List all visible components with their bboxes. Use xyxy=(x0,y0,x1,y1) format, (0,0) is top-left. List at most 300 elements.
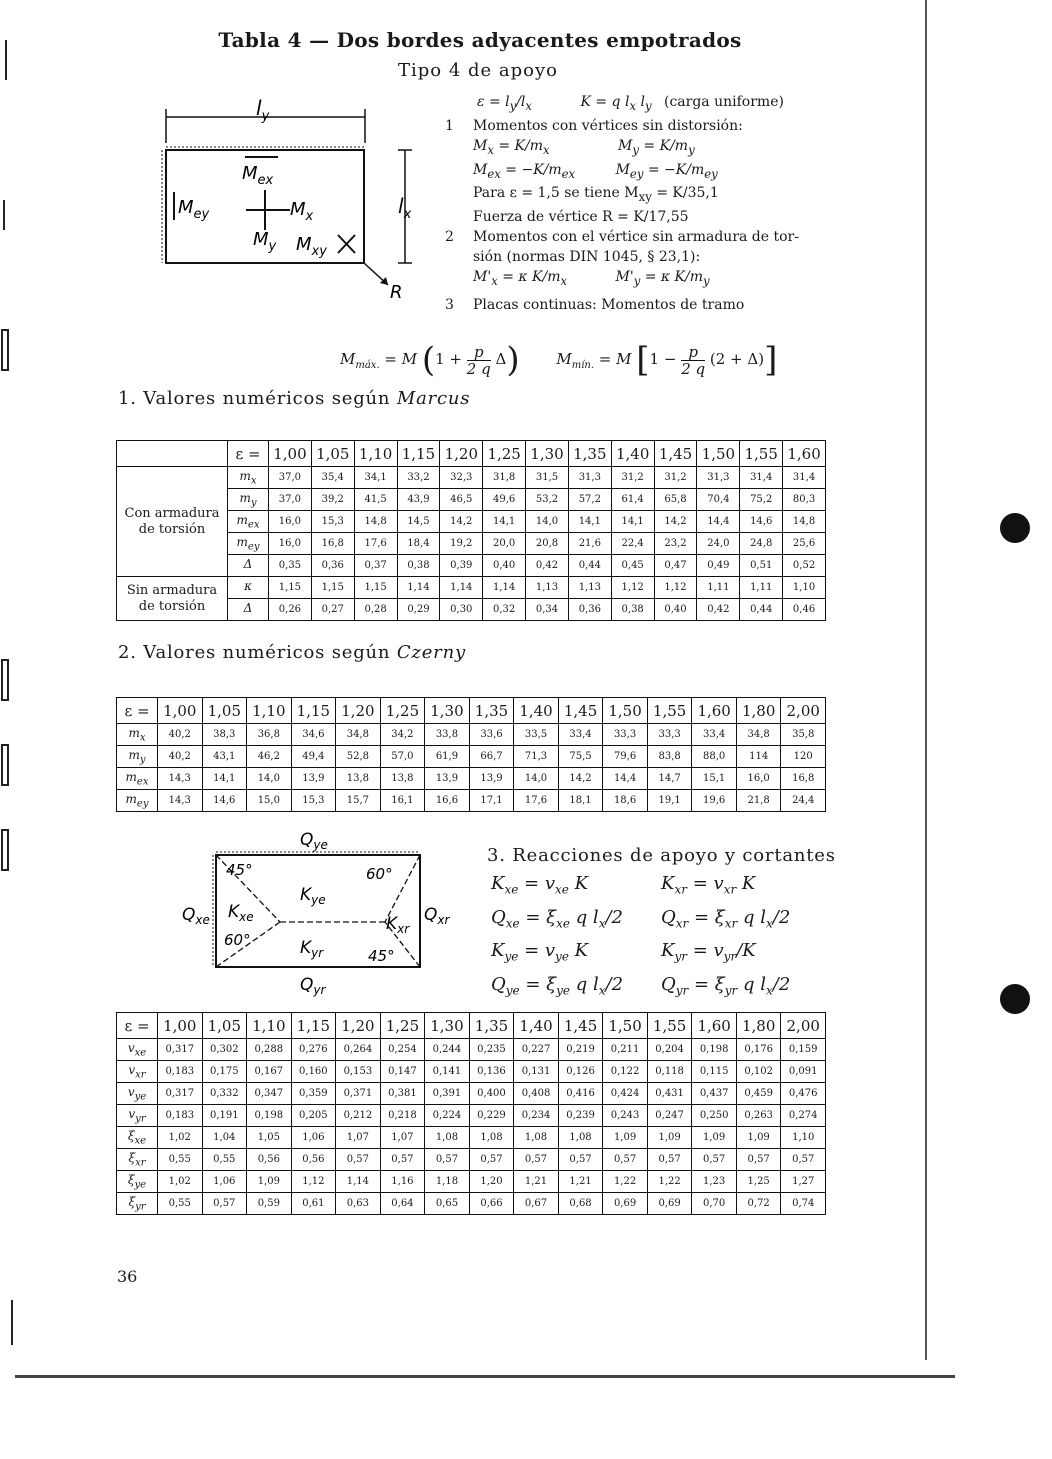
table-cell: 31,4 xyxy=(740,467,783,489)
table-cell: 0,115 xyxy=(692,1061,737,1083)
table-cell: 0,317 xyxy=(158,1083,203,1105)
table-cell: 0,153 xyxy=(336,1061,381,1083)
table-cell: 0,57 xyxy=(692,1149,737,1171)
section-3-block xyxy=(487,842,836,1004)
table-header-row xyxy=(117,1013,826,1039)
row-label-symbol: ξ xyxy=(127,1128,135,1143)
table-cell: 14,1 xyxy=(202,768,247,790)
table-cell: 0,183 xyxy=(158,1061,203,1083)
table-cell: 14,3 xyxy=(158,790,203,812)
table-cell: 13,9 xyxy=(291,768,336,790)
table-cell: 39,2 xyxy=(311,489,354,511)
table-cell: 0,227 xyxy=(514,1039,559,1061)
table-cell: 0,476 xyxy=(781,1083,826,1105)
table-cell: 0,30 xyxy=(440,599,483,621)
table-cell: 1,13 xyxy=(526,577,569,599)
table-cell: 37,0 xyxy=(269,489,312,511)
table-cell: 1,10 xyxy=(781,1127,826,1149)
equation-subscript: ye xyxy=(505,983,520,998)
table-cell: 0,57 xyxy=(603,1149,648,1171)
row-label-symbol: m xyxy=(236,534,248,549)
table-cell: 0,416 xyxy=(558,1083,603,1105)
table-row xyxy=(117,724,826,746)
table-cell: 1,08 xyxy=(558,1127,603,1149)
table-row xyxy=(117,1171,826,1193)
table-cell: 18,6 xyxy=(603,790,648,812)
equation-part: Q xyxy=(661,906,676,928)
table-cell: 0,235 xyxy=(469,1039,514,1061)
table-cell: 0,183 xyxy=(158,1105,203,1127)
table-cell: 0,38 xyxy=(397,555,440,577)
table-cell: 0,69 xyxy=(647,1193,692,1215)
table-cell: 0,204 xyxy=(647,1039,692,1061)
equation-subscript: xr xyxy=(674,882,687,897)
equation-subscript: ye xyxy=(504,949,519,964)
table-cell: 0,274 xyxy=(781,1105,826,1127)
table-cell: 0,64 xyxy=(380,1193,425,1215)
header-eps-value: 1,00 xyxy=(269,441,312,467)
equation-part: /K xyxy=(736,940,756,962)
header-eps-value: 1,80 xyxy=(736,698,781,724)
table-cell: 0,45 xyxy=(611,555,654,577)
table-row xyxy=(117,577,826,599)
table-cell: 13,9 xyxy=(425,768,470,790)
header-eps-value: 1,05 xyxy=(202,1013,247,1039)
table-cell: 31,8 xyxy=(483,467,526,489)
label-Kyr: $K_{yr}$ xyxy=(300,938,324,960)
table-cell: 0,40 xyxy=(483,555,526,577)
row-label xyxy=(228,533,269,555)
table-cell: 14,0 xyxy=(514,768,559,790)
equation-subscript: xr xyxy=(723,882,737,897)
table-cell: 0,26 xyxy=(269,599,312,621)
table-cell: 0,224 xyxy=(425,1105,470,1127)
label-lx: $l_x$ xyxy=(398,194,412,222)
table-cell: 14,1 xyxy=(611,511,654,533)
table-cell: 1,09 xyxy=(647,1127,692,1149)
row-label-subscript: yr xyxy=(135,1113,146,1125)
row-label-subscript: xr xyxy=(135,1157,146,1169)
table-cell: 1,10 xyxy=(783,577,826,599)
table-cell: 0,69 xyxy=(603,1193,648,1215)
table-cell: 0,57 xyxy=(336,1149,381,1171)
table-cell: 0,74 xyxy=(781,1193,826,1215)
table-cell: 66,7 xyxy=(469,746,514,768)
table-cell: 120 xyxy=(781,746,826,768)
table-cell: 0,57 xyxy=(514,1149,559,1171)
row-label xyxy=(117,768,158,790)
equation-part: = v xyxy=(518,873,556,894)
table-cell: 0,211 xyxy=(603,1039,648,1061)
equation-subscript: x xyxy=(598,983,606,998)
table-cell: 57,0 xyxy=(380,746,425,768)
table-cell: 1,22 xyxy=(603,1171,648,1193)
equation-subscript: ye xyxy=(556,983,570,998)
formula-eps-K: $\varepsilon = l_y/l_x$ K = q $l_x$ $l_y$ (carga uniforme) xyxy=(477,94,784,113)
table-cell: 0,391 xyxy=(425,1083,470,1105)
table-cell: 0,288 xyxy=(247,1039,292,1061)
table-cell: 79,6 xyxy=(603,746,648,768)
table-cell: 70,4 xyxy=(697,489,740,511)
header-eps-value: 1,15 xyxy=(291,698,336,724)
row-label xyxy=(117,1149,158,1171)
table-cell: 0,66 xyxy=(469,1193,514,1215)
row-label-symbol: m xyxy=(128,725,140,740)
table-cell: 40,2 xyxy=(158,724,203,746)
table-cell: 1,07 xyxy=(380,1127,425,1149)
page-title: Tabla 4 — Dos bordes adyacentes empotrados xyxy=(218,28,742,52)
table-cell: 16,6 xyxy=(425,790,470,812)
table-cell: 1,08 xyxy=(514,1127,559,1149)
table-cell: 18,4 xyxy=(397,533,440,555)
equation-subscript: xe xyxy=(504,882,519,897)
table-cell: 1,18 xyxy=(425,1171,470,1193)
table-cell: 0,57 xyxy=(380,1149,425,1171)
table-cell: 0,141 xyxy=(425,1061,470,1083)
table-cell: 0,27 xyxy=(311,599,354,621)
table-cell: 1,13 xyxy=(568,577,611,599)
table-cell: 1,14 xyxy=(440,577,483,599)
group-label-without-torsion: Sin armadura de torsión xyxy=(117,577,228,621)
row-label xyxy=(117,746,158,768)
table-cell: 1,16 xyxy=(380,1171,425,1193)
row-label-symbol: ξ xyxy=(127,1172,135,1187)
row-label xyxy=(117,790,158,812)
equation-part: = v xyxy=(518,940,556,962)
table-cell: 33,3 xyxy=(647,724,692,746)
table-cell: 15,7 xyxy=(336,790,381,812)
table-cell: 1,05 xyxy=(247,1127,292,1149)
row-label-symbol: m xyxy=(128,747,140,762)
formula-mmax-mmin: $M_{máx.} = M$ (1 + $\frac{p}{2 q}$ Δ) $M_{mín.} = M$ [1 − $\frac{p}{2 q}$ (2 + Δ)] xyxy=(340,340,778,380)
table-cell: 17,6 xyxy=(354,533,397,555)
equation-part: = v xyxy=(686,873,724,894)
table-cell: 0,247 xyxy=(647,1105,692,1127)
table-cell: 0,424 xyxy=(603,1083,648,1105)
row-label-subscript: ex xyxy=(247,519,260,531)
table-cell: 0,126 xyxy=(558,1061,603,1083)
section-2-heading: 2. Valores numéricos según Czerny xyxy=(118,642,466,663)
table-cell: 0,52 xyxy=(783,555,826,577)
table-cell: 0,459 xyxy=(736,1083,781,1105)
label-Qyr: $Q_{yr}$ xyxy=(300,975,326,997)
row-label xyxy=(228,599,269,621)
table-cell: 0,381 xyxy=(380,1083,425,1105)
table-cell: 0,70 xyxy=(692,1193,737,1215)
table-cell: 0,317 xyxy=(158,1039,203,1061)
equation-subscript: x xyxy=(765,916,773,931)
table-cell: 0,198 xyxy=(692,1039,737,1061)
item-1: 1 Momentos con vértices sin distorsión: xyxy=(445,117,743,134)
header-eps-value: 2,00 xyxy=(781,698,826,724)
plate-diagram-reactions xyxy=(180,825,460,1000)
table-cell: 0,359 xyxy=(291,1083,336,1105)
table-cell: 1,15 xyxy=(269,577,312,599)
equation-subscript: x xyxy=(598,916,606,931)
table-cell: 0,136 xyxy=(469,1061,514,1083)
row-label-symbol: ξ xyxy=(128,1150,136,1165)
table-cell: 43,9 xyxy=(397,489,440,511)
row-label-symbol: ξ xyxy=(128,1194,136,1209)
row-label xyxy=(228,467,269,489)
header-eps-value: 1,00 xyxy=(158,1013,203,1039)
row-label-subscript: xe xyxy=(134,1047,147,1059)
row-label-symbol: v xyxy=(127,1084,135,1099)
header-eps-value: 1,55 xyxy=(740,441,783,467)
table-cell: 0,219 xyxy=(558,1039,603,1061)
table-row xyxy=(117,1039,826,1061)
equation-part: = ξ xyxy=(688,906,725,928)
reaction-equations xyxy=(487,870,836,1004)
table-cell: 0,264 xyxy=(336,1039,381,1061)
table-marcus xyxy=(116,440,826,621)
table-cell: 16,1 xyxy=(380,790,425,812)
table-cell: 1,21 xyxy=(558,1171,603,1193)
table-row xyxy=(117,1105,826,1127)
table-cell: 35,4 xyxy=(311,467,354,489)
table-cell: 33,4 xyxy=(558,724,603,746)
header-eps-value: 1,45 xyxy=(654,441,697,467)
reaction-equation xyxy=(661,870,831,904)
table-cell: 61,9 xyxy=(425,746,470,768)
table-cell: 31,3 xyxy=(697,467,740,489)
table-cell: 46,5 xyxy=(440,489,483,511)
row-label xyxy=(117,1171,158,1193)
table-cell: 0,35 xyxy=(269,555,312,577)
equation-part: /2 xyxy=(605,906,624,928)
header-eps-value: 1,30 xyxy=(425,698,470,724)
label-Kxr: $K_{xr}$ xyxy=(386,914,410,936)
scan-right-edge xyxy=(905,0,927,1360)
table-cell: 32,3 xyxy=(440,467,483,489)
header-eps-value: 1,30 xyxy=(425,1013,470,1039)
table-cell: 0,408 xyxy=(514,1083,559,1105)
row-label xyxy=(117,1193,158,1215)
table-cell: 0,244 xyxy=(425,1039,470,1061)
header-eps-value: 1,60 xyxy=(692,698,737,724)
row-label xyxy=(228,489,269,511)
row-label-subscript: ex xyxy=(136,776,149,788)
reaction-equation xyxy=(491,904,661,938)
table-cell: 22,4 xyxy=(611,533,654,555)
table-cell: 16,0 xyxy=(269,533,312,555)
scan-left-marks xyxy=(0,0,20,1455)
table-cell: 0,263 xyxy=(736,1105,781,1127)
table-cell: 33,6 xyxy=(469,724,514,746)
table-cell: 13,9 xyxy=(469,768,514,790)
table-cell: 1,09 xyxy=(603,1127,648,1149)
table-cell: 14,0 xyxy=(247,768,292,790)
row-label-symbol: κ xyxy=(244,578,252,593)
equation-subscript: x xyxy=(765,983,773,998)
table-cell: 14,4 xyxy=(603,768,648,790)
table-row xyxy=(117,768,826,790)
table-cell: 75,5 xyxy=(558,746,603,768)
table-cell: 52,8 xyxy=(336,746,381,768)
header-eps-value: 1,10 xyxy=(354,441,397,467)
label-Mex: $M_{ex}$ xyxy=(242,163,274,188)
table-cell: 0,254 xyxy=(380,1039,425,1061)
table-cell: 0,131 xyxy=(514,1061,559,1083)
row-label-subscript: x xyxy=(139,732,146,744)
header-eps-value: 1,40 xyxy=(514,1013,559,1039)
table-cell: 0,400 xyxy=(469,1083,514,1105)
table-cell: 18,1 xyxy=(558,790,603,812)
table-cell: 1,06 xyxy=(202,1171,247,1193)
table-cell: 23,2 xyxy=(654,533,697,555)
table-cell: 0,57 xyxy=(202,1193,247,1215)
label-My: $M_y$ xyxy=(253,229,277,254)
table-cell: 1,12 xyxy=(291,1171,336,1193)
equation-part: Q xyxy=(661,973,676,995)
header-eps-value: 1,55 xyxy=(647,698,692,724)
angle-60-bottom: 60° xyxy=(224,931,251,949)
equation-part: Q xyxy=(491,906,506,928)
table-cell: 20,0 xyxy=(483,533,526,555)
table-cell: 0,68 xyxy=(558,1193,603,1215)
table-cell: 1,06 xyxy=(291,1127,336,1149)
equation-subscript: xe xyxy=(555,882,569,897)
table-cell: 49,6 xyxy=(483,489,526,511)
header-eps-value: 1,80 xyxy=(736,1013,781,1039)
table-cell: 36,8 xyxy=(247,724,292,746)
formula-fuerza: Fuerza de vértice R = K/17,55 xyxy=(473,209,689,226)
label-Qxe: $Q_{xe}$ xyxy=(182,905,210,927)
table-cell: 0,102 xyxy=(736,1061,781,1083)
formulas-block xyxy=(445,92,845,315)
row-label-subscript: x xyxy=(250,475,257,487)
header-blank xyxy=(117,441,228,467)
table-cell: 0,198 xyxy=(247,1105,292,1127)
header-eps-value: 1,55 xyxy=(647,1013,692,1039)
row-label-subscript: xr xyxy=(135,1069,146,1081)
table-cell: 0,36 xyxy=(311,555,354,577)
table-cell: 14,4 xyxy=(697,511,740,533)
row-label-subscript: ye xyxy=(134,1091,147,1103)
table-cell: 0,44 xyxy=(568,555,611,577)
table-cell: 15,0 xyxy=(247,790,292,812)
table-cell: 16,0 xyxy=(736,768,781,790)
table-cell: 14,2 xyxy=(654,511,697,533)
table-cell: 0,212 xyxy=(336,1105,381,1127)
table-cell: 49,4 xyxy=(291,746,336,768)
table-cell: 19,6 xyxy=(692,790,737,812)
header-eps-value: 1,60 xyxy=(692,1013,737,1039)
equation-part: /2 xyxy=(772,906,791,928)
header-eps-label: ε = xyxy=(117,698,158,724)
header-eps-value: 1,20 xyxy=(336,698,381,724)
binder-hole-bottom xyxy=(1000,984,1030,1014)
table-cell: 24,4 xyxy=(781,790,826,812)
table-cell: 0,63 xyxy=(336,1193,381,1215)
table-cell: 13,8 xyxy=(380,768,425,790)
table-cell: 1,23 xyxy=(692,1171,737,1193)
table-row xyxy=(117,1127,826,1149)
table-cell: 1,22 xyxy=(647,1171,692,1193)
header-eps-value: 1,15 xyxy=(291,1013,336,1039)
table-cell: 16,8 xyxy=(781,768,826,790)
table-cell: 0,175 xyxy=(202,1061,247,1083)
item-3: 3 Placas continuas: Momentos de tramo xyxy=(445,296,745,313)
equation-part: q l xyxy=(737,973,766,995)
table-cell: 14,0 xyxy=(526,511,569,533)
table-cell: 34,8 xyxy=(736,724,781,746)
table-cell: 0,191 xyxy=(202,1105,247,1127)
formula-para: Para ε = 1,5 se tiene $M_{xy} = K/35,1$ xyxy=(473,185,719,205)
table-cell: 0,42 xyxy=(697,599,740,621)
table-cell: 1,15 xyxy=(311,577,354,599)
table-cell: 0,32 xyxy=(483,599,526,621)
table-cell: 1,08 xyxy=(425,1127,470,1149)
table-cell: 13,8 xyxy=(336,768,381,790)
table-cell: 0,371 xyxy=(336,1083,381,1105)
page-subtitle: Tipo 4 de apoyo xyxy=(398,60,559,81)
table-cell: 21,8 xyxy=(736,790,781,812)
equation-subscript: yr xyxy=(723,949,737,964)
table-cell: 35,8 xyxy=(781,724,826,746)
table-row xyxy=(117,1193,826,1215)
formula-Mprime: $M'_x = \kappa$ $K/m_x$ $M'_y = \kappa$ $K/m_y$ xyxy=(473,269,710,288)
label-Mey: $M_{ey}$ xyxy=(178,197,210,222)
header-eps-label: ε = xyxy=(228,441,269,467)
table-cell: 16,8 xyxy=(311,533,354,555)
table-cell: 33,3 xyxy=(603,724,648,746)
table-cell: 1,09 xyxy=(692,1127,737,1149)
header-eps-value: 1,15 xyxy=(397,441,440,467)
table-cell: 0,332 xyxy=(202,1083,247,1105)
equation-part: q l xyxy=(569,906,599,928)
table-cell: 0,56 xyxy=(291,1149,336,1171)
section-1-heading: 1. Valores numéricos según Marcus xyxy=(118,388,471,409)
header-eps-value: 1,10 xyxy=(247,698,292,724)
table-cell: 114 xyxy=(736,746,781,768)
table-cell: 46,2 xyxy=(247,746,292,768)
label-Qye: $Q_{ye}$ xyxy=(300,830,328,852)
equation-part: q l xyxy=(737,906,766,928)
row-label xyxy=(117,1105,158,1127)
table-cell: 0,56 xyxy=(247,1149,292,1171)
table-row xyxy=(117,1149,826,1171)
table-cell: 14,1 xyxy=(483,511,526,533)
table-cell: 14,8 xyxy=(783,511,826,533)
table-header-row xyxy=(117,698,826,724)
angle-45-top: 45° xyxy=(226,861,253,879)
header-eps-value: 1,40 xyxy=(514,698,559,724)
table-cell: 1,21 xyxy=(514,1171,559,1193)
equation-part: = v xyxy=(686,940,724,962)
equation-part: = ξ xyxy=(519,906,557,928)
table-cell: 14,6 xyxy=(202,790,247,812)
table-cell: 0,34 xyxy=(526,599,569,621)
table-cell: 0,67 xyxy=(514,1193,559,1215)
header-eps-value: 1,30 xyxy=(526,441,569,467)
table-cell: 0,167 xyxy=(247,1061,292,1083)
equation-part: /2 xyxy=(605,973,624,995)
table-cell: 1,02 xyxy=(158,1127,203,1149)
binder-hole-top xyxy=(1000,513,1030,543)
table-cell: 14,2 xyxy=(558,768,603,790)
table-cell: 0,38 xyxy=(611,599,654,621)
table-cell: 0,239 xyxy=(558,1105,603,1127)
table-cell: 0,118 xyxy=(647,1061,692,1083)
equation-part: = ξ xyxy=(519,973,557,995)
table-cell: 0,229 xyxy=(469,1105,514,1127)
table-cell: 1,20 xyxy=(469,1171,514,1193)
row-label xyxy=(117,1061,158,1083)
table-cell: 65,8 xyxy=(654,489,697,511)
equation-part: K xyxy=(491,940,505,962)
table-czerny xyxy=(116,697,826,812)
